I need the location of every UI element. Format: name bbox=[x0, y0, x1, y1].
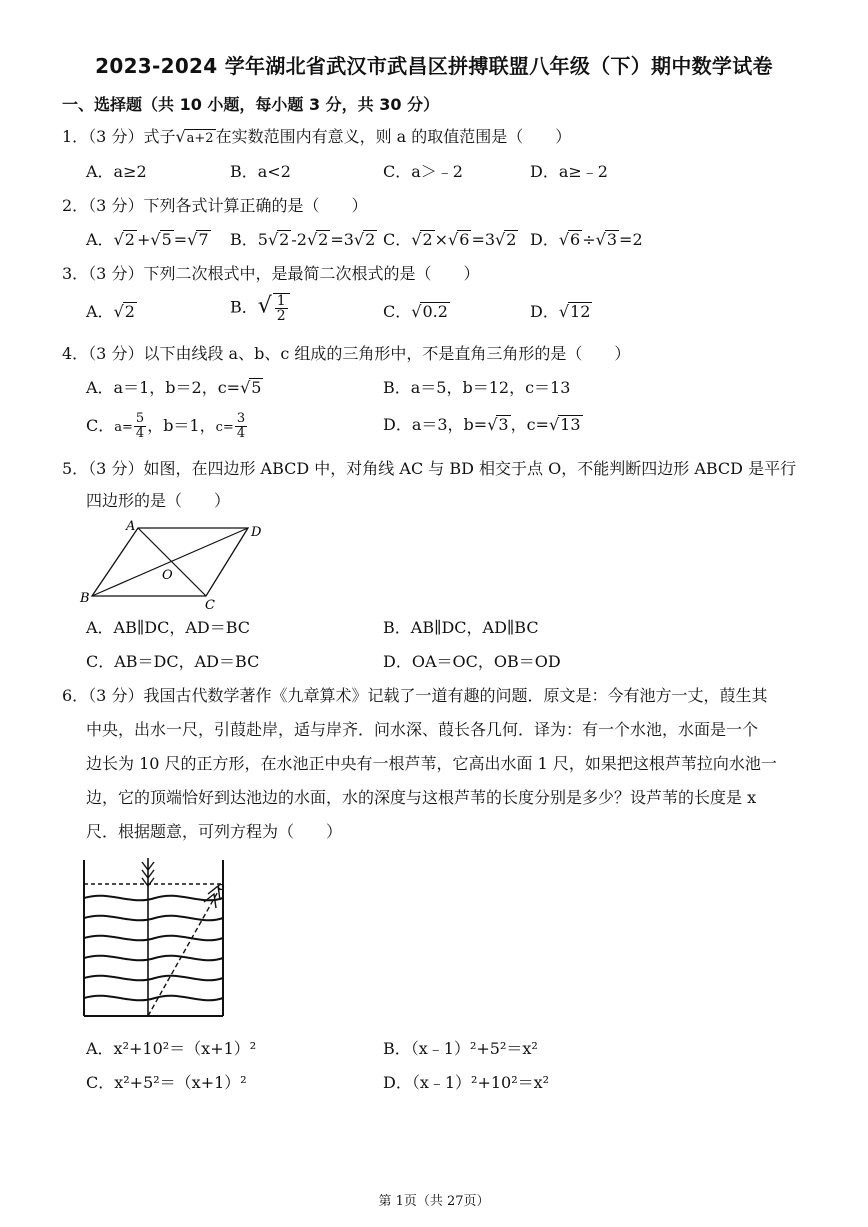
q5-option-d: D．OA＝OC，OB＝OD bbox=[383, 652, 561, 671]
q6-option-d: D．（x﹣1）²+10²＝x² bbox=[383, 1073, 550, 1092]
parallelogram-figure bbox=[78, 518, 268, 614]
radical-sign-icon: √ bbox=[175, 127, 186, 146]
label-a: A bbox=[126, 519, 136, 534]
pond-reed-figure bbox=[80, 856, 235, 1021]
question-1-stem bbox=[62, 126, 571, 148]
page-footer: 第 1页（共 27页） bbox=[378, 1194, 490, 1209]
q1-prefix: 1．（3 分）式子 bbox=[62, 127, 176, 146]
label-o: O bbox=[162, 568, 173, 583]
section-heading: 一、选择题（共 10 小题，每小题 3 分，共 30 分） bbox=[62, 95, 440, 114]
q3-option-b: B．√ $\frac{1}{2}$ bbox=[230, 293, 291, 323]
question-4-stem: 4．（3 分）以下由线段 a、b、c 组成的三角形中，不是直角三角形的是（ ） bbox=[62, 344, 631, 363]
question-5-stem-line-2: 四边形的是（ ） bbox=[86, 491, 231, 510]
question-5-stem-line-1: 5．（3 分）如图，在四边形 ABCD 中，对角线 AC 与 BD 相交于点 O，不能判断四边形 ABCD 是平行 bbox=[62, 459, 797, 478]
question-6-line-5: 尺．根据题意，可列方程为（ ） bbox=[86, 822, 343, 841]
question-6-line-4: 边，它的顶端恰好到达池边的水面，水的深度与这根芦苇的长度分别是多少？设芦苇的长度是 x bbox=[86, 788, 757, 807]
q1-option-b: B．a<2 bbox=[230, 162, 291, 181]
question-6-line-1: 6．（3 分）我国古代数学著作《九章算术》记载了一道有趣的问题．原文是：今有池方一丈，葭生其 bbox=[62, 686, 768, 705]
label-d: D bbox=[251, 525, 262, 540]
q2-option-c: C．√2 ×√6 =3√2 bbox=[383, 230, 517, 249]
q1-suffix: 在实数范围内有意义，则 a 的取值范围是（ ） bbox=[215, 127, 572, 146]
q3-option-a: A．√2 bbox=[86, 302, 135, 321]
q3-option-d: D．√12 bbox=[530, 302, 591, 321]
q5-option-b: B．AB∥DC，AD∥BC bbox=[383, 618, 539, 637]
q6-option-a: A．x²+10²＝（x+1）² bbox=[86, 1039, 257, 1058]
page-title: 2023-2024 学年湖北省武汉市武昌区拼搏联盟八年级（下）期中数学试卷 bbox=[95, 54, 773, 78]
q5-option-c: C．AB＝DC，AD＝BC bbox=[86, 652, 260, 671]
q1-option-c: C．a＞﹣2 bbox=[383, 162, 463, 181]
label-b: B bbox=[80, 591, 90, 606]
question-6-line-3: 边长为 10 尺的正方形，在水池正中央有一根芦苇，它高出水面 1 尺，如果把这根芦苇拉向水池一 bbox=[86, 754, 777, 773]
q4-option-b: B．a＝5，b＝12，c＝13 bbox=[383, 378, 571, 397]
q2-option-b: B．5√2 -2√2 =3√2 bbox=[230, 230, 376, 249]
q6-option-c: C．x²+5²＝（x+1）² bbox=[86, 1073, 247, 1092]
label-c: C bbox=[205, 598, 215, 613]
question-6-line-2: 中央，出水一尺，引葭赴岸，适与岸齐．问水深、葭长各几何．译为：有一个水池，水面是一个 bbox=[86, 720, 759, 739]
q3-option-c: C．√0.2 bbox=[383, 302, 448, 321]
q1-option-d: D．a≥﹣2 bbox=[530, 162, 608, 181]
q4-option-a: A．a＝1，b＝2，c=√5 bbox=[86, 378, 262, 397]
q4-option-c: C．a= $\frac{5}{4}$ ，b＝1，c= $\frac{3}{4}$ bbox=[86, 411, 246, 441]
q6-option-b: B．（x﹣1）²+5²＝x² bbox=[383, 1039, 538, 1058]
q5-option-a: A．AB∥DC，AD＝BC bbox=[86, 618, 251, 637]
q1-radicand: a+2 bbox=[186, 131, 214, 146]
q1-option-a: A．a≥2 bbox=[86, 162, 147, 181]
q4-option-d: D．a＝3，b=√3 ，c=√13 bbox=[383, 415, 581, 434]
q2-option-d: D．√6 ÷√3 =2 bbox=[530, 230, 643, 249]
q2-option-a: A．√2 +√5 =√7 bbox=[86, 230, 209, 249]
question-3-stem: 3．（3 分）下列二次根式中，是最简二次根式的是（ ） bbox=[62, 264, 480, 283]
question-2-stem: 2．（3 分）下列各式计算正确的是（ ） bbox=[62, 196, 368, 215]
